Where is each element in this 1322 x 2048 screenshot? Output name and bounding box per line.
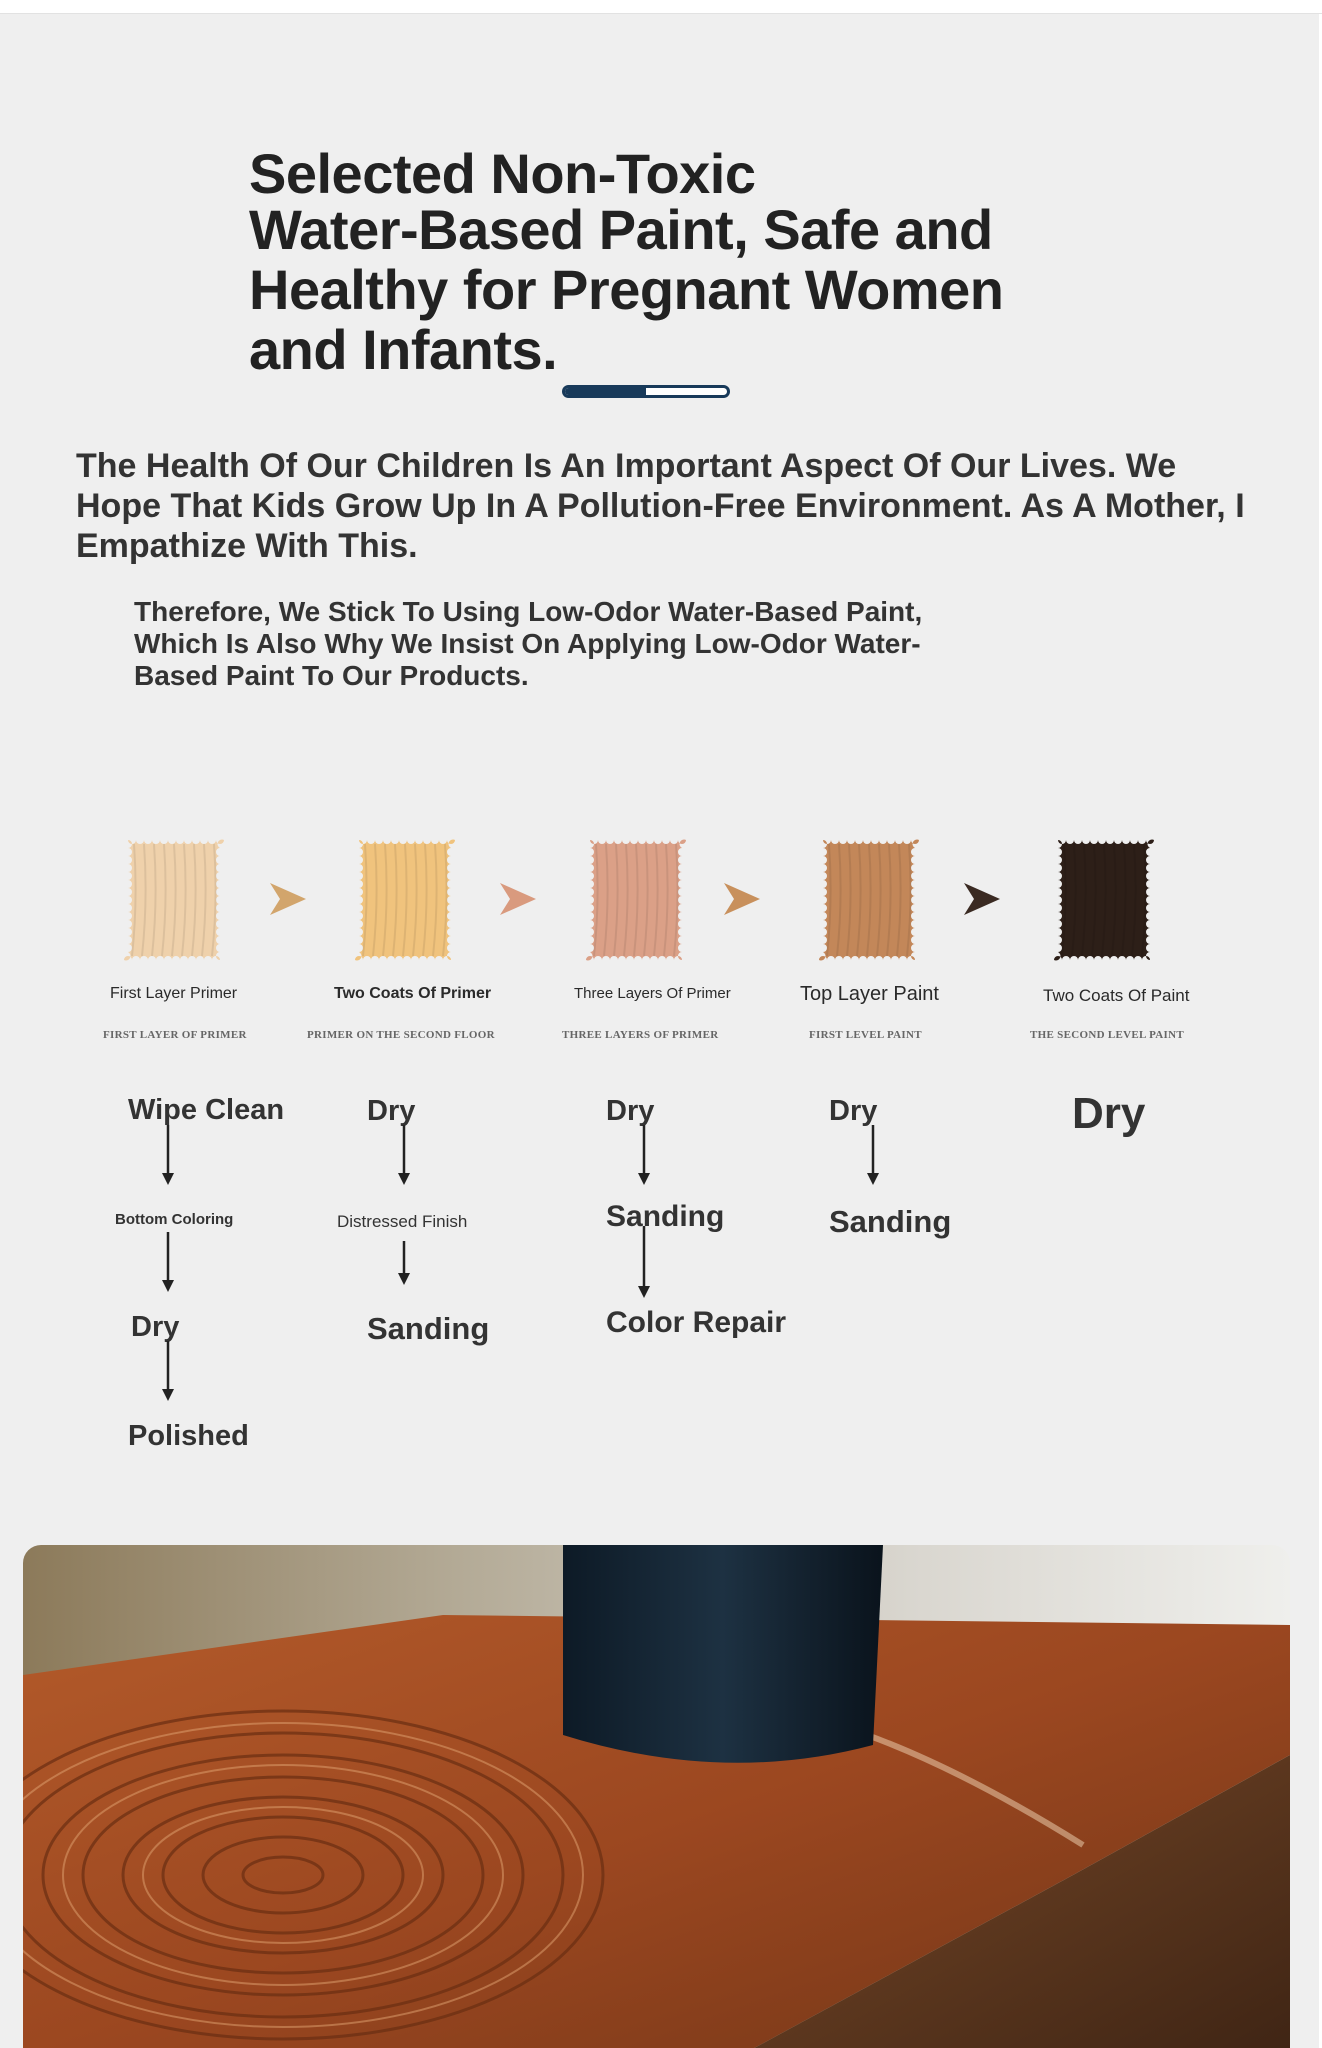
step-sub-5: THE SECOND LEVEL PAINT [1030,1029,1185,1041]
process-3-sanding: Sanding [606,1200,725,1233]
step-label-4: Top Layer Paint [800,983,939,1005]
title-line-3: Healthy for Pregnant Women [249,258,1004,321]
swatch-three-layers-primer [586,836,686,964]
arrow-right-icon [498,881,538,922]
process-2-distressed-finish: Distressed Finish [337,1212,468,1231]
process-2-sanding: Sanding [367,1311,490,1346]
step-label-2: Two Coats Of Primer [334,985,492,1002]
arrow-down-icon [636,1125,652,1194]
paintbrush-on-wood-photo [23,1545,1290,2048]
step-label-3: Three Layers Of Primer [574,985,731,1002]
step-label-5: Two Coats Of Paint [1043,986,1190,1005]
step-sub-3: THREE LAYERS OF PRIMER [562,1029,719,1041]
content-panel [0,14,1319,2048]
lead-paragraph: The Health Of Our Children Is An Important Aspect Of Our Lives. We Hope That Kids Grow Up In A Pollution-Free Environment. As A Mother, I Empathize With This. [76,447,1245,565]
process-4-sanding: Sanding [829,1204,952,1239]
swatch-top-layer-paint [819,836,919,964]
arrow-right-icon [722,881,762,922]
process-4-dry: Dry [829,1095,878,1127]
swatch-two-coats-primer [355,836,455,964]
process-1-polished: Polished [128,1420,249,1452]
top-edge [0,0,1322,14]
step-sub-2: PRIMER ON THE SECOND FLOOR [307,1029,495,1041]
arrow-down-icon [396,1125,412,1194]
page-title [249,142,1129,381]
progress-fill [565,388,646,395]
arrow-down-icon [160,1341,176,1410]
process-1-dry: Dry [131,1311,180,1343]
title-line-4: and Infants. [249,318,558,381]
arrow-down-icon [865,1125,881,1194]
arrow-down-icon [160,1125,176,1194]
arrow-right-icon [268,881,308,922]
arrow-down-icon [160,1232,176,1301]
process-5-dry: Dry [1072,1089,1146,1138]
process-1-wipe-clean: Wipe Clean [128,1094,285,1126]
title-line-2: Water-Based Paint, Safe and [249,198,993,261]
step-sub-1: FIRST LAYER OF PRIMER [103,1029,247,1041]
process-2-dry: Dry [367,1095,416,1127]
title-line-1: Selected Non-Toxic [249,142,756,205]
wood-photo-illustration [23,1545,1290,2048]
arrow-down-icon [636,1226,652,1307]
process-3-color-repair: Color Repair [606,1306,787,1339]
progress-bar [562,385,730,398]
arrow-right-icon [962,881,1002,922]
arrow-down-icon [396,1241,412,1294]
step-sub-4: FIRST LEVEL PAINT [809,1029,922,1041]
step-label-1: First Layer Primer [110,985,238,1002]
swatch-first-layer-primer [124,836,224,964]
process-1-bottom-coloring: Bottom Coloring [115,1211,234,1228]
swatch-two-coats-paint [1054,836,1154,964]
sub-paragraph: Therefore, We Stick To Using Low-Odor Water-Based Paint, Which Is Also Why We Insist On Applying Low-Odor Water-Based Paint To Our Products. [134,596,923,691]
process-3-dry: Dry [606,1095,655,1127]
